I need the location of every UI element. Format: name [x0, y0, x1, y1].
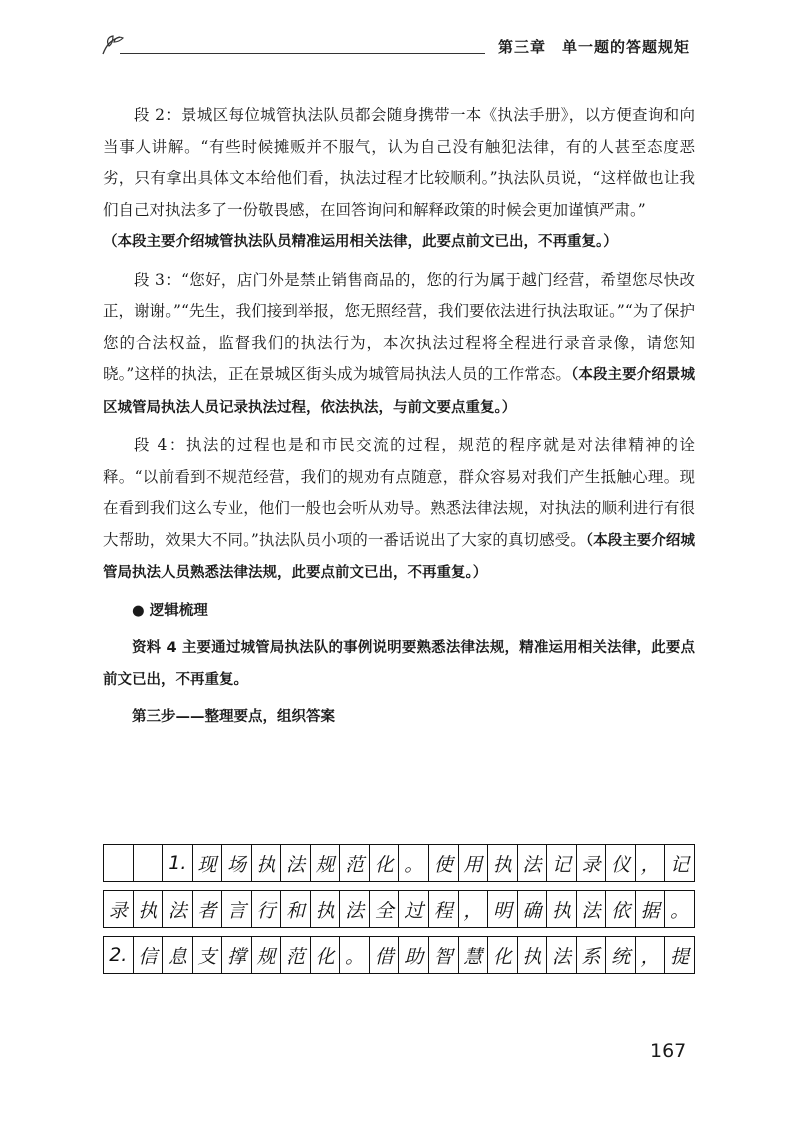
- answer-grid-cell: 。: [340, 937, 370, 973]
- answer-grid-cell: 言: [222, 891, 252, 927]
- page-number: 167: [650, 1040, 687, 1062]
- header-rule: [120, 53, 485, 54]
- answer-grid-row: [103, 890, 695, 928]
- answer-grid-cell: 统: [606, 937, 636, 973]
- answer-grid-cell: 撑: [222, 937, 252, 973]
- chapter-label: 第三章: [497, 38, 546, 56]
- answer-grid-cell: 执: [252, 845, 282, 881]
- answer-grid-cell: 范: [281, 937, 311, 973]
- answer-grid-cell: 者: [193, 891, 223, 927]
- answer-grid-cell: 法: [577, 891, 607, 927]
- answer-grid-cell: 智: [429, 937, 459, 973]
- answer-grid-row: [103, 936, 695, 974]
- answer-grid-cell: 过: [399, 891, 429, 927]
- answer-grid-cell: 和: [281, 891, 311, 927]
- section-title: 单一题的答题规矩: [561, 38, 690, 56]
- answer-grid-cell: 信: [134, 937, 164, 973]
- paragraph-3: 段 3：“您好，店门外是禁止销售商品的，您的行为属于越门经营，希望您尽快改正，谢谢。”“先生，我们接到举报，您无照经营，我们要依法进行执法取证。”“为了保护您的合法权益，监督我们的执法行为，本次执法过程将全程进行录音录像，请您知晓。”这样的执法，正在景城区街头成为城管局执法人员的工作常态。（本段主要介绍景城区城管局执法人员记录执法过程，依法执法，与前文要点重复。）: [103, 270, 695, 416]
- answer-grid-cell: 法: [547, 937, 577, 973]
- paragraph-2: 段 2：景城区每位城管执法队员都会随身携带一本《执法手册》，以方便查询和向当事人讲解。“有些时候摊贩并不服气，认为自己没有触犯法律，有的人甚至态度恶劣，只有拿出具体文本给他们看，执法过程才比较顺利。”执法队员说，“这样做也让我们自己对执法多了一份敬畏感，在回答询问和解释政策的时候会更加谨慎严肃。” （本段主要介绍城管执法队员精准运用相关法律，此要点前文已出，不再重复。）: [103, 106, 695, 250]
- answer-grid-cell: ，: [636, 845, 666, 881]
- answer-grid-cell: ，: [636, 937, 666, 973]
- answer-grid-cell: 确: [518, 891, 548, 927]
- answer-grid-cell: 法: [340, 891, 370, 927]
- answer-grid-cell: 。: [399, 845, 429, 881]
- answer-grid-cell: 依: [606, 891, 636, 927]
- answer-grid-cell: ，: [459, 891, 489, 927]
- answer-grid-cell: 慧: [459, 937, 489, 973]
- answer-grid-cell: 执: [311, 891, 341, 927]
- answer-grid-cell: 记: [670, 853, 690, 876]
- answer-grid: [103, 844, 695, 982]
- answer-grid-cell: 法: [518, 845, 548, 881]
- answer-grid-cell: 录: [104, 891, 134, 927]
- answer-grid-cell: 2.: [104, 937, 134, 973]
- paragraph-2-note: （本段主要介绍城管执法队员精准运用相关法律，此要点前文已出，不再重复。）: [103, 234, 618, 250]
- answer-grid-cell: 化: [311, 937, 341, 973]
- answer-grid-cell: 全: [370, 891, 400, 927]
- answer-grid-cell: 法: [281, 845, 311, 881]
- answer-grid-cell: 使: [429, 845, 459, 881]
- paragraph-3-note: （本段主要介绍景城区城管局执法人员记录执法过程，依法执法，与前文要点重复。）: [103, 367, 695, 416]
- answer-grid-cell: [134, 845, 164, 881]
- answer-grid-cell: 规: [311, 845, 341, 881]
- answer-grid-cell: 借: [370, 937, 400, 973]
- paragraph-4-note: （本段主要介绍城管局执法人员熟悉法律法规，此要点前文已出，不再重复。）: [103, 532, 695, 581]
- answer-grid-cell: 法: [163, 891, 193, 927]
- page-content: [103, 100, 695, 740]
- answer-grid-cell: 化: [370, 845, 400, 881]
- answer-grid-cell: 仪: [606, 845, 636, 881]
- running-header: [100, 28, 690, 62]
- answer-grid-cell: 范: [340, 845, 370, 881]
- answer-grid-cell: 化: [488, 937, 518, 973]
- answer-grid-cell: 1.: [163, 845, 193, 881]
- answer-grid-cell: 用: [459, 845, 489, 881]
- answer-grid-cell: 执: [518, 937, 548, 973]
- paragraph-4: 段 4：执法的过程也是和市民交流的过程，规范的程序就是对法律精神的诠释。“以前看到不规范经营，我们的规劝有点随意，群众容易对我们产生抵触心理。现在看到我们这么专业，他们一般也会听从劝导。熟悉法律法规，对执法的顺利进行有很大帮助，效果大不同。”执法队员小项的一番话说出了大家的真切感受。（本段主要介绍城管局执法人员熟悉法律法规，此要点前文已出，不再重复。）: [103, 436, 695, 581]
- logic-heading: ● 逻辑梳理: [132, 602, 208, 619]
- answer-grid-cell: [104, 845, 134, 881]
- answer-grid-cell: 录: [577, 845, 607, 881]
- step3-heading: 第三步——整理要点，组织答案: [132, 709, 335, 725]
- answer-grid-cell: 场: [222, 845, 252, 881]
- answer-grid-cell: 规: [252, 937, 282, 973]
- leaf-ornament-icon: [100, 32, 126, 58]
- answer-grid-cell: 据: [636, 891, 666, 927]
- answer-grid-cell: 助: [399, 937, 429, 973]
- answer-grid-cell: 执: [488, 845, 518, 881]
- answer-grid-row: [103, 844, 695, 882]
- answer-grid-cell: 执: [134, 891, 164, 927]
- header-title: [498, 36, 690, 57]
- answer-grid-cell: 提: [670, 945, 690, 968]
- answer-grid-cell: 明: [488, 891, 518, 927]
- answer-grid-cell: 程: [429, 891, 459, 927]
- answer-grid-cell: 支: [193, 937, 223, 973]
- answer-grid-cell: 系: [577, 937, 607, 973]
- answer-grid-cell: 。: [670, 899, 690, 922]
- answer-grid-cell: 执: [547, 891, 577, 927]
- answer-grid-cell: 现: [193, 845, 223, 881]
- answer-grid-cell: 记: [547, 845, 577, 881]
- answer-grid-cell: 行: [252, 891, 282, 927]
- answer-grid-cell: 息: [163, 937, 193, 973]
- logic-body: 资料 4 主要通过城管局执法队的事例说明要熟悉法律法规，精准运用相关法律，此要点前文已出，不再重复。: [103, 640, 695, 688]
